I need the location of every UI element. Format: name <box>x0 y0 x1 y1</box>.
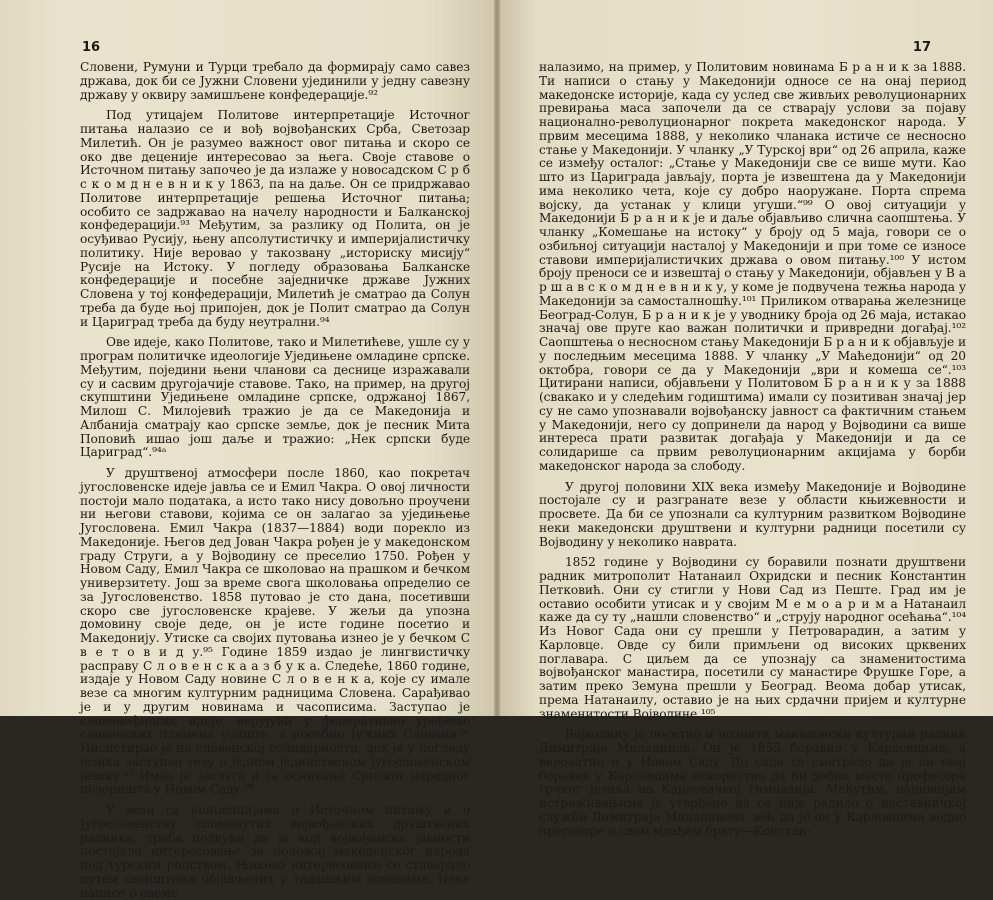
paragraph: Војводину је посетио и познати македонски културни радник Димитрије Миладинов. Он је 1855 боравио у Карловцима, а вероватно и у Новом Саду. До сада се сматрало да је он овај боравак у Карловцима искористио да би добио место професора грчког језика на Карловачкој гимназији. Међутим, најновијим истраживањима је утврђено да се није радило о наставничкој служби Димитрија Миладинова, већ да је он у Карловцима водио преговоре о свом млађем брату—Констан- <box>539 727 966 838</box>
left-page-text <box>80 61 470 900</box>
page-number: 16 <box>82 40 101 55</box>
book-gutter <box>494 0 500 716</box>
right-page <box>497 0 993 838</box>
paragraph: У друштвеној атмосфери после 1860, као покретач југословенске идеје јавља се и Емил Чакра. О овој личности постоји мало података, а исто тако нису довољно проучени ни његови ставови, којима се он залагао за уједињење Југословена. Емил Чакра (1837—1884) води порекло из Македоније. Његов дед Јован Чакра рођен је у македонском граду Струги, а у Војводину се преселио 1750. Рођен у Новом Саду, Емил Чакра се школовао на прашком и бечком универзитету. Још за време свога школовања определио се за Југословенство. 1858 путовао је сто дана, посетивши скоро све југословенске крајеве. У жељи да упозна домовину своје деде, он је исте године посетио и Македонију. Утиске са својих путовања изнео је у бечком С в е т о в и д у.⁹⁵ Године 1859 издао је лингвистичку расправу С л о в е н с к а а з б у к а. Следеће, 1860 године, издаје у Новом Саду новине С л о в е н к а, које су имале везе са многим културним радницима Словена. Сарађивао је и у другим новинама и часописима. Заступао је словенофилске идеје, верујући у федеративно уређење словенских племена уопште, а посебно Јужних Словена.⁹⁶ Инсистирао је на словенској солидарности, док је у погледу језика заступао тезу о једном јединственом југословенском језику.⁹⁷ Имао је заслуга и за оснивање Српског народног позоришта у Новом Саду.⁹⁸ <box>80 466 470 797</box>
paragraph: Ове идеје, како Политове, тако и Милетићеве, ушле су у програм политичке идеологије Уједињене омладине српске. Међутим, поједини њени чланови са деснице изражавали су и сасвим другојачије ставове. Тако, на пример, на другој скупштини Уједињене омладине српске, одржаној 1867, Милош С. Милојевић тражио је да се Македонија и Албанија сматрају као српске земље, док је песник Мита Поповић ишао још даље и тражио: „Нек српски буде Цариград“.⁹⁴ᵃ <box>80 335 470 460</box>
page-number: 17 <box>912 40 931 55</box>
paragraph: Под утицајем Политове интерпретације Источног питања налазио се и вођ војвођанских Срба, Светозар Милетић. Он је разумео важност овог питања и скоро се око две деценије интересовао за њега. Своје ставове о Источном питању започео је да излаже у новосадском С р б с к о м д н е в н и к у 1863, па на даље. Он се придржавао Политове интерпретације решења Источног питања; особито се задржавао на начелу народности и Балканској конфедерацији.⁹³ Међутим, за разлику од Полита, он је осуђивао Русију, њену апсолутистичку и империјалистичку политику. Није веровао у такозвану „историску мисију“ Русије на Истоку. У погледу образовања Балканске конфедерације и посебне заједничке државе Јужних Словена у тој конфедерацији, Милетић је сматрао да Солун треба да буде њој припојен, док је Полит сматрао да Солун и Цариград треба да буду неутрални.⁹⁴ <box>80 108 470 329</box>
paragraph: Словени, Румуни и Турци требало да формирају само савез држава, док би се Јужни Словени ујединили у једну савезну државу у оквиру замишљене конфедерације.⁹² <box>80 60 470 102</box>
paragraph: 1852 године у Војводини су боравили познати друштвени радник митрополит Натанаил Охридски и песник Константин Петковић. Они су стигли у Нови Сад из Пеште. Град им је оставио особити утисак и у својим М е м о а р и м а Натанаил каже да су ту „нашли словенство“ и „струју народног осећања“.¹⁰⁴ Из Новог Сада они су прешли у Петроварадин, а затим у Карловце. Овде су били примљени од високих црквених поглавара. С циљем да се упознају са знаменитостима војвођанског манастира, посетили су манастире Фрушке Горе, а затим преко Земуна прешли у Београд. Веома добар утисак, према Натанаилу, оставио је на њих срдачни пријем и културне знаменитости Војводине.¹⁰⁵ <box>539 555 966 721</box>
right-page-text <box>539 61 966 838</box>
paragraph: У вези са концепцијама о Источном питању и о Југословенству споменутих војвођанских друштвених радника, треба подвући да је код војвођанске јавности постојало интересовање за положај македонског народа под турским ропством. Њихово интересовање се ставарало путем саопштења објављених у тадашњим новинама. Неке написе о овоме <box>80 803 470 900</box>
paragraph: У другој половини XIX века између Македоније и Војводине постојале су и разгранате везе у области књижевности и просвете. Да би се упознали са културним развитком Војводине неки македонски друштвени и културни радници посетили су Војводину у неколико наврата. <box>539 479 966 549</box>
paragraph: налазимо, на пример, у Политовим новинама Б р а н и к за 1888. Ти написи о стању у Македонији односе се на онај период македонске историје, када су услед све живљих револуционарних превирања маса започели да се стварају услови за појаву национално-револуционарног покрета македонског народа. У првим месецима 1888, у неколико чланака истиче се неснoсно стање у Македонији. У чланку „У Турској ври“ од 26 априла, каже се између осталог: „Стање у Македонији све се више мути. Као што из Цариграда јављају, порта је извештена да у Македонији има неколико чета, које су добро наоружане. Порта спрема војску, да устанак у клици угуши.“⁹⁹ О овој ситуацији у Македонији Б р а н и к је и даље објављиво слична саопштења. У чланку „Комешање на истоку“ у броју од 5 маја, говори се о озбиљној ситуацији настaлој у Македонији и при томе се износе ставови империјалистичких држава о овом питању.¹⁰⁰ У истом броју преноси се и извештај о стању у Македонији, објављен у В а р ш а в с к о м д н е в н и к у, у коме је подвучена тежња народа у Македонији за самосталношћу.¹⁰¹ Приликом отварања железнице Београд-Солун, Б р а н и к је у уводнику броја од 26 маја, истакао значај ове пруге као важан политички и привредни догађај.¹⁰² Саопштења о неснoсном стању Македонији Б р а н и к објављује и у последњим месецима 1888. У чланку „У Маћедонији“ од 20 октобра, говори се да у Македонији „ври и комеша се“.¹⁰³ Цитирани написи, објављени у Политовом Б р а н и к у за 1888 (свакако и у следећим годиштима) имали су позитиван значај јер су не само упознавали војвођанску јавност са фактичним стањем у Македонији, него су допринели да народ у Војводини са више интереса прати развитак догађаја у Македонији и да се солидарише са првим револуционарним акцијама у борби македонског народа за слободу. <box>539 60 966 473</box>
